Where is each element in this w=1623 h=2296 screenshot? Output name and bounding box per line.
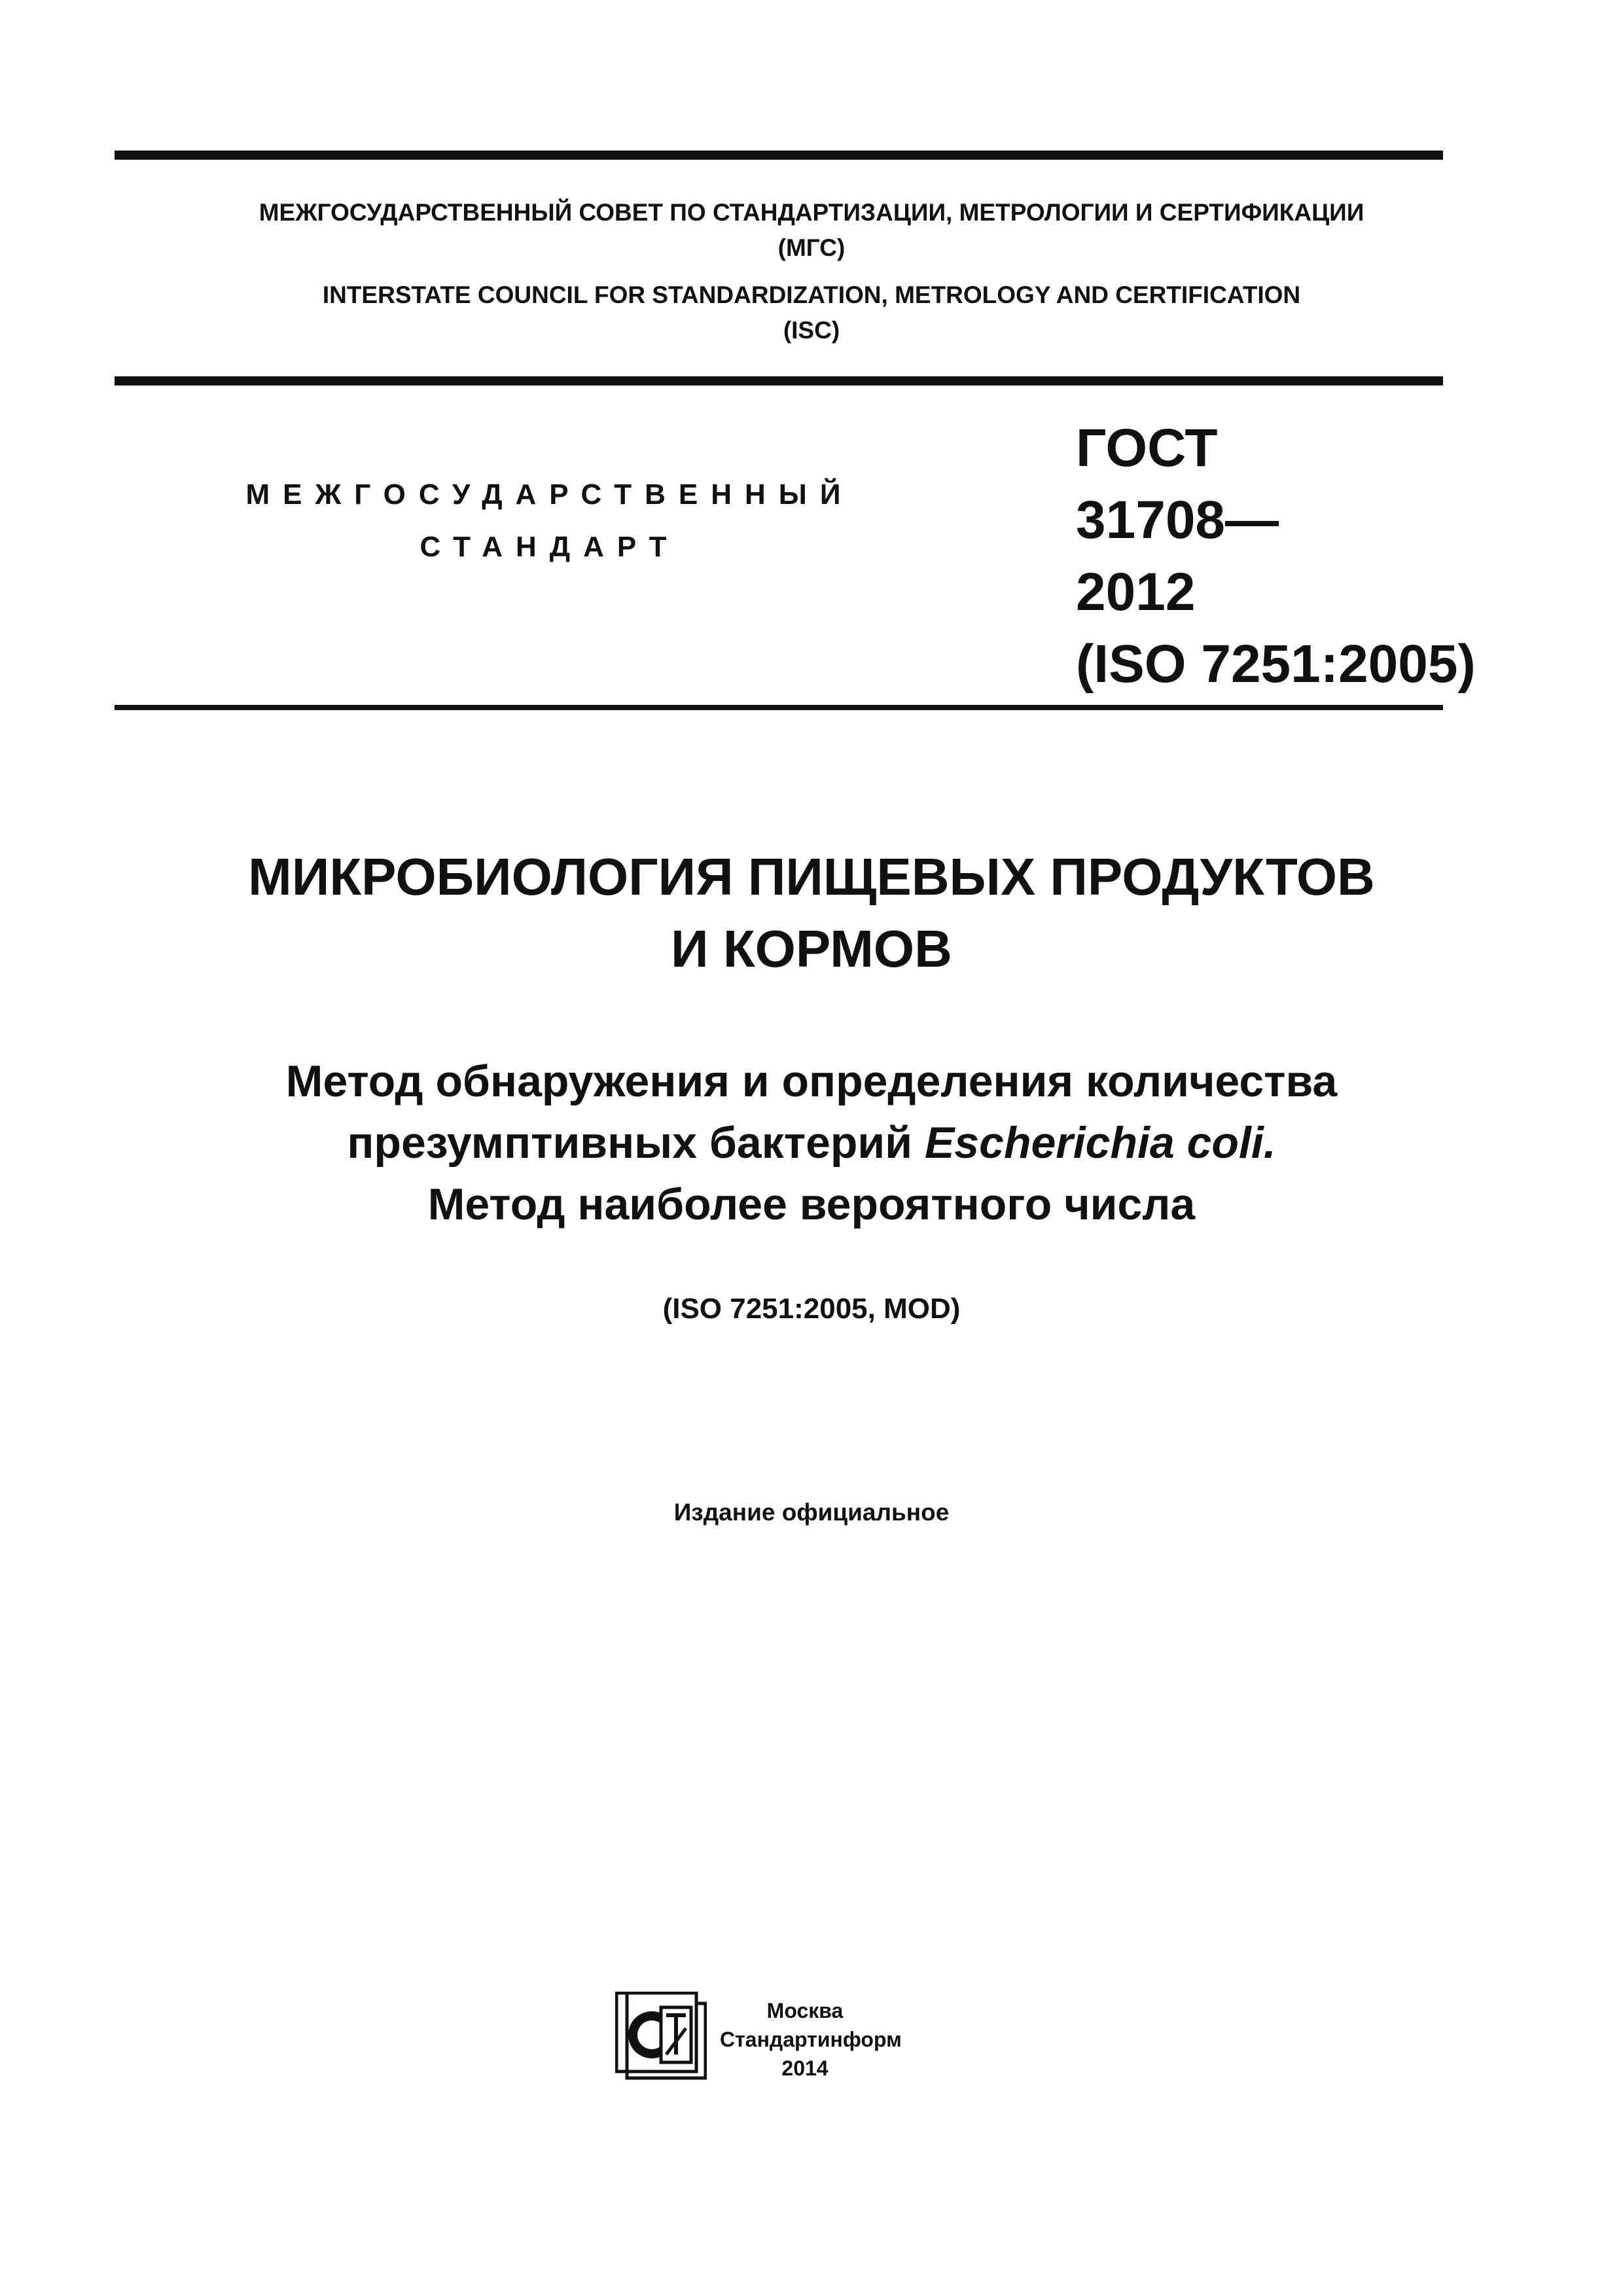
designation-line3: 2012 xyxy=(1076,562,1196,622)
council-abbr-en: (ISC) xyxy=(783,317,840,344)
designation-line1: ГОСТ xyxy=(1076,418,1218,478)
subtitle-species-name: Escherichia coli. xyxy=(924,1118,1276,1168)
logo-graphic xyxy=(615,1992,707,2080)
subtitle-line1: Метод обнаружения и определения количества xyxy=(285,1056,1338,1106)
designation-rule xyxy=(115,705,1443,710)
council-name-en: INTERSTATE COUNCIL FOR STANDARDIZATION, METROLOGY AND CERTIFICATION xyxy=(322,281,1301,308)
council-abbr-ru: (МГС) xyxy=(777,234,846,261)
council-name-ru: МЕЖГОСУДАРСТВЕННЫЙ СОВЕТ ПО СТАНДАРТИЗАЦИИ, МЕТРОЛОГИИ И СЕРТИФИКАЦИИ xyxy=(259,199,1364,226)
designation-line2: 31708— xyxy=(1076,490,1279,550)
publisher-year: 2014 xyxy=(781,2056,829,2080)
header-rule xyxy=(115,376,1443,386)
subtitle-line3: Метод наиболее вероятного числа xyxy=(427,1179,1196,1229)
subtitle-line2 xyxy=(0,1112,1623,1174)
council-header xyxy=(0,195,1623,348)
standard-designation xyxy=(1076,412,1476,700)
title-line1: МИКРОБИОЛОГИЯ ПИЩЕВЫХ ПРОДУКТОВ xyxy=(248,848,1375,906)
publisher-info xyxy=(720,1996,902,2083)
publisher-city: Москва xyxy=(766,1999,844,2022)
standard-label xyxy=(223,469,877,573)
document-title xyxy=(0,841,1623,985)
top-rule xyxy=(115,151,1443,160)
publisher-name: Стандартинформ xyxy=(720,2028,902,2051)
standartinform-logo xyxy=(615,1992,707,2080)
title-line2: И КОРМОВ xyxy=(671,920,952,978)
standard-label-line2: СТАНДАРТ xyxy=(419,531,680,563)
subtitle-line2-text: презумптивных бактерий xyxy=(347,1118,913,1168)
designation-line4: (ISO 7251:2005) xyxy=(1076,634,1476,694)
edition-note: Издание официальное xyxy=(673,1499,950,1526)
iso-reference: (ISO 7251:2005, MOD) xyxy=(662,1293,961,1325)
document-subtitle xyxy=(0,1050,1623,1235)
standard-label-line1: МЕЖГОСУДАРСТВЕННЫЙ xyxy=(245,478,854,511)
